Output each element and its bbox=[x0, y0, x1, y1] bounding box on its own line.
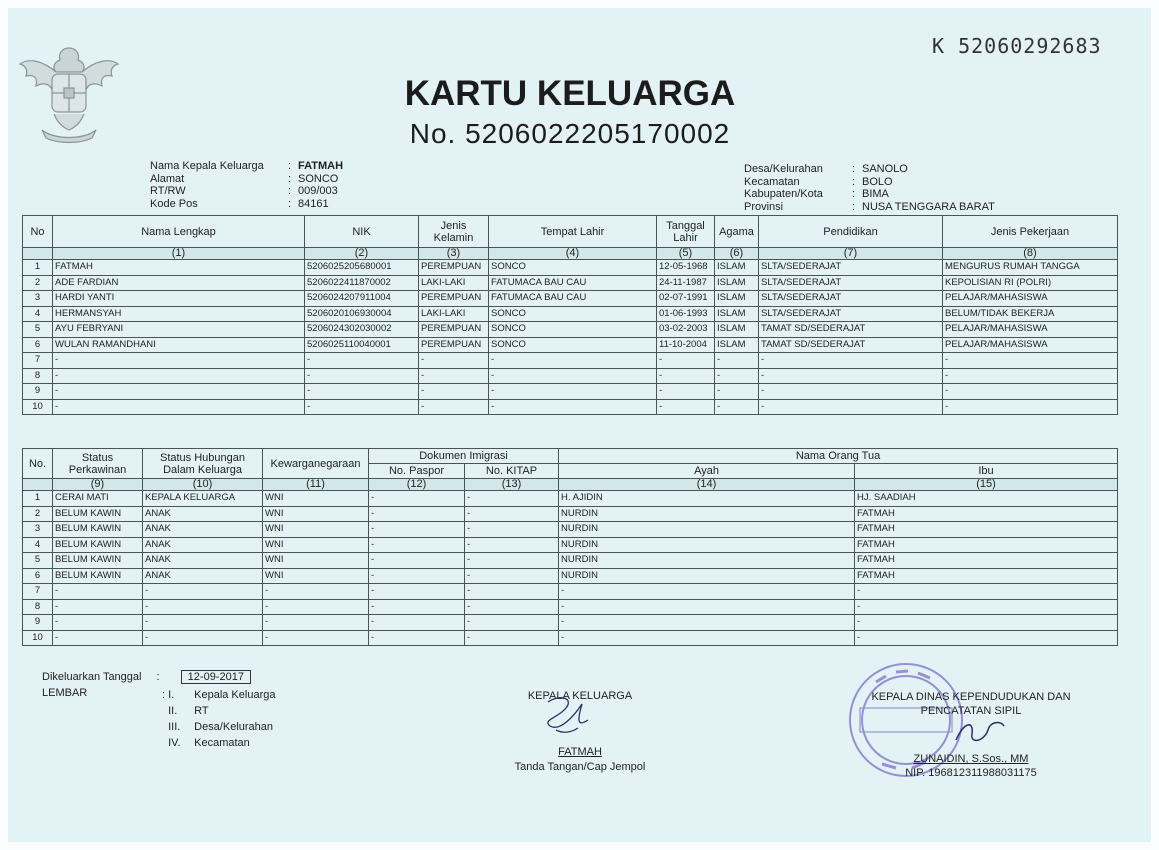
rtrw-value: 009/003 bbox=[298, 185, 338, 197]
col-number: (5) bbox=[657, 248, 715, 260]
table-cell: 5206024207911004 bbox=[305, 291, 419, 307]
village-row: Desa/Kelurahan : SANOLO bbox=[744, 163, 908, 175]
table-cell: FATMAH bbox=[855, 537, 1118, 553]
table-cell: TAMAT SD/SEDERAJAT bbox=[759, 337, 943, 353]
table-row bbox=[23, 491, 1118, 507]
col-header: Kewarganegaraan bbox=[263, 449, 369, 479]
table-cell: 6 bbox=[23, 568, 53, 584]
table-cell: ISLAM bbox=[715, 337, 759, 353]
table-cell: - bbox=[369, 599, 465, 615]
table-cell: SLTA/SEDERAJAT bbox=[759, 275, 943, 291]
table-cell: - bbox=[369, 615, 465, 631]
table-cell: ANAK bbox=[143, 537, 263, 553]
info-label: Desa/Kelurahan bbox=[744, 163, 823, 175]
table-cell: ANAK bbox=[143, 506, 263, 522]
issued-label: Dikeluarkan Tanggal bbox=[42, 671, 142, 683]
table-cell: WNI bbox=[263, 522, 369, 538]
table-cell: 9 bbox=[23, 615, 53, 631]
table-cell: - bbox=[465, 522, 559, 538]
table-cell: WNI bbox=[263, 506, 369, 522]
table-cell: - bbox=[143, 630, 263, 646]
table-cell: PELAJAR/MAHASISWA bbox=[943, 291, 1118, 307]
dinas-nip: NIP. 196812311988031175 bbox=[905, 767, 1037, 779]
col-number: (10) bbox=[143, 479, 263, 491]
table-cell: FATUMACA BAU CAU bbox=[489, 291, 657, 307]
issued-colon: : bbox=[156, 671, 160, 683]
lembar-roman: IV. bbox=[168, 737, 181, 749]
info-label: Kabupaten/Kota bbox=[744, 188, 823, 200]
table-cell: 6 bbox=[23, 337, 53, 353]
table-cell: LAKI-LAKI bbox=[419, 275, 489, 291]
table-cell: WNI bbox=[263, 491, 369, 507]
table-cell: 7 bbox=[23, 584, 53, 600]
table-cell: BELUM/TIDAK BEKERJA bbox=[943, 306, 1118, 322]
table-cell: - bbox=[559, 615, 855, 631]
table-cell: FATMAH bbox=[855, 506, 1118, 522]
table-row bbox=[23, 522, 1118, 538]
table-cell: - bbox=[143, 599, 263, 615]
table-cell: 3 bbox=[23, 522, 53, 538]
table-cell: ISLAM bbox=[715, 291, 759, 307]
info-label: Provinsi bbox=[744, 200, 784, 213]
col-header: Jenis Kelamin bbox=[419, 216, 489, 248]
col-header: No bbox=[23, 216, 53, 248]
col-header: No. bbox=[23, 449, 53, 479]
table-cell: - bbox=[369, 584, 465, 600]
col-number: (3) bbox=[419, 248, 489, 260]
table-cell: - bbox=[759, 399, 943, 415]
issued-date: 12-09-2017 bbox=[181, 670, 251, 684]
table-cell: 12-05-1968 bbox=[657, 260, 715, 276]
table-cell: - bbox=[489, 384, 657, 400]
table-cell: - bbox=[715, 384, 759, 400]
head-name-value: FATMAH bbox=[298, 160, 344, 172]
table-cell: - bbox=[263, 615, 369, 631]
table-row bbox=[23, 615, 1118, 631]
info-label: Nama Kepala Keluarga bbox=[150, 160, 264, 172]
table-cell: - bbox=[855, 599, 1118, 615]
table-cell: PEREMPUAN bbox=[419, 291, 489, 307]
dinas-title-line: PENCATATAN SIPIL bbox=[920, 705, 1022, 717]
lembar-item bbox=[162, 703, 275, 719]
col-number: (6) bbox=[715, 248, 759, 260]
table-cell: - bbox=[53, 353, 305, 369]
table-cell: - bbox=[715, 399, 759, 415]
table-cell: BELUM KAWIN bbox=[53, 553, 143, 569]
table-cell: - bbox=[657, 399, 715, 415]
table-cell: 2 bbox=[23, 506, 53, 522]
col-number: (11) bbox=[263, 479, 369, 491]
table-cell: BELUM KAWIN bbox=[53, 522, 143, 538]
table-cell: - bbox=[465, 506, 559, 522]
table-cell: - bbox=[943, 353, 1118, 369]
table-cell: - bbox=[53, 399, 305, 415]
family-card-number: No. 5206022205170002 bbox=[409, 118, 731, 149]
table-cell: ANAK bbox=[143, 553, 263, 569]
table-cell: PELAJAR/MAHASISWA bbox=[943, 322, 1118, 338]
rtrw-row: RT/RW : 009/003 bbox=[150, 185, 338, 197]
table-cell: KEPOLISIAN RI (POLRI) bbox=[943, 275, 1118, 291]
table-cell: HARDI YANTI bbox=[53, 291, 305, 307]
table-cell: 4 bbox=[23, 306, 53, 322]
document-title: KARTU KELUARGA bbox=[404, 74, 736, 113]
table-cell: - bbox=[263, 630, 369, 646]
table-row bbox=[23, 553, 1118, 569]
table-cell: SONCO bbox=[489, 306, 657, 322]
table-cell: LAKI-LAKI bbox=[419, 306, 489, 322]
table-row bbox=[23, 306, 1118, 322]
table-cell: ISLAM bbox=[715, 275, 759, 291]
head-signature-caption: Tanda Tangan/Cap Jempol bbox=[514, 761, 646, 773]
table1-header-row bbox=[23, 216, 1118, 248]
table-cell: ISLAM bbox=[715, 306, 759, 322]
table-cell: 10 bbox=[23, 399, 53, 415]
col-number: (2) bbox=[305, 248, 419, 260]
table-cell: - bbox=[305, 353, 419, 369]
col-header: Status Perkawinan bbox=[53, 449, 143, 479]
table-cell: ANAK bbox=[143, 522, 263, 538]
table-cell: - bbox=[53, 384, 305, 400]
table-cell: PELAJAR/MAHASISWA bbox=[943, 337, 1118, 353]
lembar-text: Kecamatan bbox=[194, 737, 250, 749]
lembar-roman: II. bbox=[168, 705, 178, 717]
table-cell: 01-06-1993 bbox=[657, 306, 715, 322]
table-cell: - bbox=[53, 599, 143, 615]
table-cell: NURDIN bbox=[559, 568, 855, 584]
table-row bbox=[23, 384, 1118, 400]
village-value: SANOLO bbox=[862, 163, 908, 175]
table-cell: - bbox=[465, 615, 559, 631]
table-cell: HERMANSYAH bbox=[53, 306, 305, 322]
lembar-item: : I. Kepala Keluarga bbox=[162, 689, 276, 701]
col-number bbox=[23, 479, 53, 491]
table-cell: - bbox=[369, 506, 465, 522]
lembar-item bbox=[162, 719, 275, 735]
table-cell: MENGURUS RUMAH TANGGA bbox=[943, 260, 1118, 276]
table-cell: NURDIN bbox=[559, 522, 855, 538]
table-cell: WNI bbox=[263, 537, 369, 553]
table-cell: - bbox=[419, 368, 489, 384]
family-members-table bbox=[22, 215, 1118, 415]
col-header: Dokumen Imigrasi bbox=[369, 449, 559, 464]
table-cell: - bbox=[943, 399, 1118, 415]
table-cell: - bbox=[465, 630, 559, 646]
document-serial: K 52060292683 bbox=[932, 34, 1102, 58]
col-number: (13) bbox=[465, 479, 559, 491]
table-cell: SONCO bbox=[489, 337, 657, 353]
table-cell: PEREMPUAN bbox=[419, 322, 489, 338]
dinas-signature-icon bbox=[950, 712, 1010, 752]
regency-value: BIMA bbox=[862, 188, 889, 200]
table-cell: NURDIN bbox=[559, 537, 855, 553]
table-cell: - bbox=[143, 584, 263, 600]
province-value: NUSA TENGGARA BARAT bbox=[862, 200, 995, 213]
table-cell: WNI bbox=[263, 553, 369, 569]
table-cell: - bbox=[465, 553, 559, 569]
table-cell: 02-07-1991 bbox=[657, 291, 715, 307]
table-cell: - bbox=[369, 553, 465, 569]
table-cell: FATUMACA BAU CAU bbox=[489, 275, 657, 291]
table-cell: - bbox=[559, 584, 855, 600]
lembar-list bbox=[162, 687, 275, 751]
table-cell: - bbox=[53, 615, 143, 631]
table-cell: CERAI MATI bbox=[53, 491, 143, 507]
table-row bbox=[23, 353, 1118, 369]
table-row bbox=[23, 584, 1118, 600]
regency-row: Kabupaten/Kota : BIMA bbox=[744, 188, 889, 200]
table-row bbox=[23, 322, 1118, 338]
table-cell: ISLAM bbox=[715, 322, 759, 338]
table-cell: SLTA/SEDERAJAT bbox=[759, 260, 943, 276]
lembar-item bbox=[162, 735, 275, 751]
table-cell: - bbox=[489, 399, 657, 415]
dinas-title-line: KEPALA DINAS KEPENDUDUKAN DAN bbox=[871, 691, 1071, 703]
col-header: Status Hubungan Dalam Keluarga bbox=[143, 449, 263, 479]
table-row bbox=[23, 568, 1118, 584]
table-cell: BELUM KAWIN bbox=[53, 537, 143, 553]
table-cell: - bbox=[419, 384, 489, 400]
lembar-label: LEMBAR bbox=[42, 687, 88, 699]
col-number: (8) bbox=[943, 248, 1118, 260]
col-number: (1) bbox=[53, 248, 305, 260]
table-cell: - bbox=[759, 368, 943, 384]
table-cell: WULAN RAMANDHANI bbox=[53, 337, 305, 353]
table-cell: - bbox=[465, 599, 559, 615]
table-cell: - bbox=[419, 353, 489, 369]
table-cell: 7 bbox=[23, 353, 53, 369]
col-header: Nama Orang Tua bbox=[559, 449, 1118, 464]
table-row bbox=[23, 291, 1118, 307]
table-cell: - bbox=[369, 522, 465, 538]
table-cell: - bbox=[855, 630, 1118, 646]
district-value: BOLO bbox=[862, 175, 893, 188]
garuda-emblem-icon bbox=[14, 30, 124, 150]
info-label: RT/RW bbox=[150, 185, 186, 197]
table-cell: ISLAM bbox=[715, 260, 759, 276]
table-cell: - bbox=[263, 599, 369, 615]
table-cell: AYU FEBRYANI bbox=[53, 322, 305, 338]
table-cell: - bbox=[369, 568, 465, 584]
col-header: Nama Lengkap bbox=[53, 216, 305, 248]
table-cell: 11-10-2004 bbox=[657, 337, 715, 353]
col-number bbox=[23, 248, 53, 260]
table-cell: SLTA/SEDERAJAT bbox=[759, 306, 943, 322]
table1-body bbox=[23, 260, 1118, 415]
table-cell: 5206020106930004 bbox=[305, 306, 419, 322]
col-number: (14) bbox=[559, 479, 855, 491]
table-cell: - bbox=[943, 368, 1118, 384]
dinas-signatory bbox=[856, 752, 1086, 780]
table-cell: - bbox=[489, 353, 657, 369]
table-cell: - bbox=[369, 537, 465, 553]
table-cell: FATMAH bbox=[855, 568, 1118, 584]
lembar-text: RT bbox=[194, 705, 209, 717]
table-row bbox=[23, 599, 1118, 615]
district-row: Kecamatan : BOLO bbox=[744, 175, 893, 188]
family-status-table bbox=[22, 448, 1118, 646]
table-row bbox=[23, 337, 1118, 353]
table-cell: 3 bbox=[23, 291, 53, 307]
info-label: Kecamatan bbox=[744, 175, 800, 188]
dinas-name: ZUNAIDIN, S.Sos., MM bbox=[913, 753, 1029, 765]
table-cell: - bbox=[715, 353, 759, 369]
table-cell: TAMAT SD/SEDERAJAT bbox=[759, 322, 943, 338]
head-signature-name: FATMAH bbox=[558, 746, 602, 758]
table-cell: NURDIN bbox=[559, 553, 855, 569]
table2-header-row-1 bbox=[23, 449, 1118, 464]
table-cell: FATMAH bbox=[855, 522, 1118, 538]
address-row: Alamat : SONCO bbox=[150, 172, 339, 185]
issued-date-row bbox=[42, 670, 251, 684]
col-header: Agama bbox=[715, 216, 759, 248]
table-cell: ADE FARDIAN bbox=[53, 275, 305, 291]
table2-number-row bbox=[23, 479, 1118, 491]
table-cell: BELUM KAWIN bbox=[53, 506, 143, 522]
lembar-roman: III. bbox=[168, 721, 181, 733]
table-cell: - bbox=[263, 584, 369, 600]
signature-icon bbox=[530, 690, 600, 740]
table-cell: - bbox=[855, 584, 1118, 600]
table-cell: PEREMPUAN bbox=[419, 260, 489, 276]
header-left-info bbox=[150, 160, 343, 210]
table-row bbox=[23, 260, 1118, 276]
table-cell: - bbox=[143, 615, 263, 631]
lembar-text: Kepala Keluarga bbox=[194, 689, 276, 701]
table-cell: 1 bbox=[23, 260, 53, 276]
table-cell: - bbox=[657, 384, 715, 400]
table-cell: 8 bbox=[23, 599, 53, 615]
table-row bbox=[23, 630, 1118, 646]
table-cell: - bbox=[465, 568, 559, 584]
table-row bbox=[23, 506, 1118, 522]
table-cell: SONCO bbox=[489, 260, 657, 276]
table-cell: PEREMPUAN bbox=[419, 337, 489, 353]
table-cell: - bbox=[657, 368, 715, 384]
table-row bbox=[23, 275, 1118, 291]
table-cell: 5206025205680001 bbox=[305, 260, 419, 276]
info-label: Kode Pos bbox=[150, 197, 198, 210]
table-cell: - bbox=[53, 584, 143, 600]
col-number: (9) bbox=[53, 479, 143, 491]
address-value: SONCO bbox=[298, 172, 339, 185]
table-cell: ANAK bbox=[143, 568, 263, 584]
info-label: Alamat bbox=[150, 172, 185, 185]
table-cell: - bbox=[759, 353, 943, 369]
head-name-row: Nama Kepala Keluarga : FATMAH bbox=[150, 160, 344, 172]
province-row: Provinsi : NUSA TENGGARA BARAT bbox=[744, 200, 995, 213]
col-header: Tempat Lahir bbox=[489, 216, 657, 248]
header-right-info bbox=[744, 163, 995, 213]
table-cell: 5206022411870002 bbox=[305, 275, 419, 291]
table-cell: - bbox=[465, 537, 559, 553]
table-cell: 5 bbox=[23, 322, 53, 338]
col-number: (7) bbox=[759, 248, 943, 260]
col-header: Jenis Pekerjaan bbox=[943, 216, 1118, 248]
table-cell: FATMAH bbox=[53, 260, 305, 276]
table2-body bbox=[23, 491, 1118, 646]
table-cell: H. AJIDIN bbox=[559, 491, 855, 507]
table-cell: - bbox=[53, 368, 305, 384]
table-cell: - bbox=[305, 384, 419, 400]
table-cell: - bbox=[305, 368, 419, 384]
table-cell: 5 bbox=[23, 553, 53, 569]
table-cell: 9 bbox=[23, 384, 53, 400]
table-cell: 4 bbox=[23, 537, 53, 553]
col-header: Pendidikan bbox=[759, 216, 943, 248]
table-cell: - bbox=[855, 615, 1118, 631]
col-number: (4) bbox=[489, 248, 657, 260]
table-cell: 1 bbox=[23, 491, 53, 507]
table-row bbox=[23, 537, 1118, 553]
table-cell: 24-11-1987 bbox=[657, 275, 715, 291]
table-cell: 03-02-2003 bbox=[657, 322, 715, 338]
table-cell: - bbox=[419, 399, 489, 415]
col-header: Tanggal Lahir bbox=[657, 216, 715, 248]
col-header: No. Paspor bbox=[369, 464, 465, 479]
lembar-text: Desa/Kelurahan bbox=[194, 721, 274, 733]
table-cell: - bbox=[53, 630, 143, 646]
table-cell: 10 bbox=[23, 630, 53, 646]
table-cell: 2 bbox=[23, 275, 53, 291]
table-cell: - bbox=[559, 599, 855, 615]
table-cell: FATMAH bbox=[855, 553, 1118, 569]
table-cell: - bbox=[369, 630, 465, 646]
table-cell: - bbox=[305, 399, 419, 415]
postcode-value: 84161 bbox=[298, 197, 329, 210]
col-number: (15) bbox=[855, 479, 1118, 491]
table-cell: - bbox=[465, 584, 559, 600]
col-header: Ibu bbox=[855, 464, 1118, 479]
table-cell: 8 bbox=[23, 368, 53, 384]
table-cell: - bbox=[715, 368, 759, 384]
table-cell: NURDIN bbox=[559, 506, 855, 522]
table-cell: - bbox=[657, 353, 715, 369]
table-cell: - bbox=[489, 368, 657, 384]
col-number: (12) bbox=[369, 479, 465, 491]
col-header: Ayah bbox=[559, 464, 855, 479]
table-cell: - bbox=[943, 384, 1118, 400]
table-cell: 5206025110040001 bbox=[305, 337, 419, 353]
table-row bbox=[23, 368, 1118, 384]
table-cell: - bbox=[559, 630, 855, 646]
table-cell: - bbox=[465, 491, 559, 507]
head-signature-title: KEPALA KELUARGA bbox=[527, 690, 633, 702]
table-cell: WNI bbox=[263, 568, 369, 584]
table-cell: SLTA/SEDERAJAT bbox=[759, 291, 943, 307]
col-header: No. KITAP bbox=[465, 464, 559, 479]
table-row bbox=[23, 399, 1118, 415]
table1-number-row bbox=[23, 248, 1118, 260]
lembar-roman: I. bbox=[168, 689, 175, 701]
table-cell: BELUM KAWIN bbox=[53, 568, 143, 584]
table-cell: HJ. SAADIAH bbox=[855, 491, 1118, 507]
table-cell: KEPALA KELUARGA bbox=[143, 491, 263, 507]
table-cell: SONCO bbox=[489, 322, 657, 338]
table-cell: 5206024302030002 bbox=[305, 322, 419, 338]
table-cell: - bbox=[369, 491, 465, 507]
postcode-row: Kode Pos : 84161 bbox=[150, 197, 329, 210]
col-header: NIK bbox=[305, 216, 419, 248]
table-cell: - bbox=[759, 384, 943, 400]
